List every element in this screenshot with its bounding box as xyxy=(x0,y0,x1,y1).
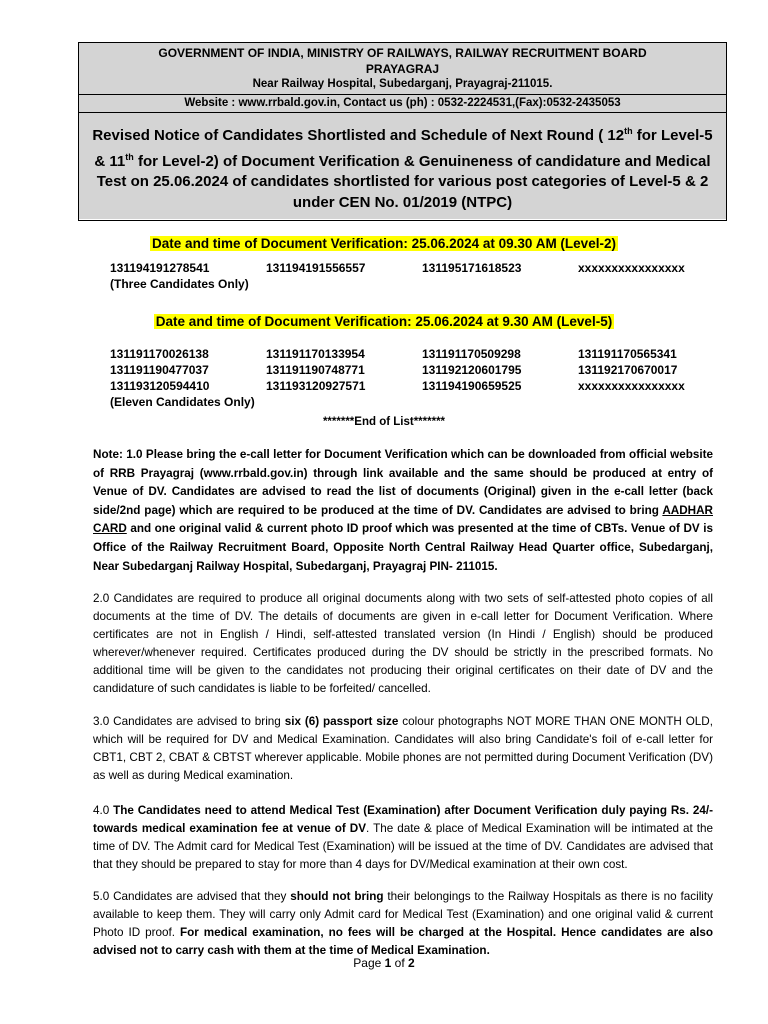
roll-number: 131191190748771 xyxy=(266,363,365,377)
roll-number: 131191170133954 xyxy=(266,347,365,361)
roll-number: 131192120601795 xyxy=(422,363,522,377)
roll-number: 131191170565341 xyxy=(578,347,677,361)
level2-roll-row xyxy=(110,260,708,276)
roll-number: 131194191278541 xyxy=(110,261,210,275)
contact-line: Website : www.rrbald.gov.in, Contact us (ph) : 0532-2224531,(Fax):0532-2435053 xyxy=(79,95,726,114)
page-number: Page 1 of 2 xyxy=(353,956,415,970)
note-2: 2.0 Candidates are required to produce all original documents along with two sets of self-attested photo copies of all documents at the time of DV. The details of documents are given in e-call letter for Document Verification. Where certificates are not in English / Hindi, self-attested translated version (In Hindi / English) should be produced wherever/whenever required. Certificates produced during the DV should be strictly in the prescribed formats. No additional time will be given to the candidates not producing their original certificates on their date of DV and the candidature of such candidates is liable to be forfeited/ cancelled. xyxy=(93,592,713,695)
level5-roll-row xyxy=(110,346,708,362)
level5-roll-grid xyxy=(110,346,708,410)
roll-number: 131191190477037 xyxy=(110,363,209,377)
roll-number: xxxxxxxxxxxxxxxx xyxy=(578,379,685,393)
level2-heading: Date and time of Document Verification: 25.06.2024 at 09.30 AM (Level-2) xyxy=(152,236,616,251)
note-1: Note: 1.0 Please bring the e-call letter for Document Verification which can be downloaded from official website of RRB Prayagraj (www.rrbald.gov.in) through link available and the same should be produced at entry of Venue of DV. Candidates are advised to read the list of documents (Original) given in the e-call letter (back side/2nd page) which are required to be produced at the time of DV. Candidates are advised to bring AADHAR CARD and one original valid & current photo ID proof which was presented at the time of CBTs. Venue of DV is Office of the Railway Recruitment Board, Opposite North Central Railway Head Quarter office, Subedarganj, Near Subedarganj Railway Hospital, Subedarganj, Prayagraj PIN- 211015. xyxy=(93,448,713,573)
level5-heading-wrap xyxy=(0,313,768,331)
notice-title: Revised Notice of Candidates Shortlisted and Schedule of Next Round ( 12th for Level-5 & 11th for Level-2) of Document Verification & Genuineness of candidature and Medical Test on 25.06.2024 of candidates shortlisted for various post categories of Level-5 & 2 under CEN No. 01/2019 (NTPC) xyxy=(79,113,726,219)
roll-number: 131193120594410 xyxy=(110,379,210,393)
letterhead-box xyxy=(78,42,727,221)
note-4: 4.0 The Candidates need to attend Medical Test (Examination) after Document Verification duly paying Rs. 24/- towards medical examination fee at venue of DV. The date & place of Medical Examination will be intimated at the time of DV. The Admit card for Medical Test (Examination) will be issued at the time of DV. Candidates are advised that that they should be prepared to stay for more than 4 days for DV/Medical examination at their own cost. xyxy=(93,804,713,871)
level2-heading-wrap xyxy=(0,235,768,253)
level5-roll-row xyxy=(110,378,708,394)
org-block xyxy=(79,43,726,95)
level5-roll-row xyxy=(110,362,708,378)
level2-roll-grid xyxy=(110,260,708,292)
org-address: Near Railway Hospital, Subedarganj, Prayagraj-211015. xyxy=(252,78,553,90)
roll-number: 131191170509298 xyxy=(422,347,521,361)
note-3: 3.0 Candidates are advised to bring six (6) passport size colour photographs NOT MORE THAN ONE MONTH OLD, which will be required for DV and Medical Examination. Candidates will also bring Candidate's foil of e-call letter for CBT1, CBT 2, CBAT & CBTST wherever applicable. Mobile phones are not permitted during Document Verification (DV) as well as during Medical examination. xyxy=(93,715,713,782)
roll-number: 131194190659525 xyxy=(422,379,522,393)
roll-number: 131195171618523 xyxy=(422,261,522,275)
level2-candidate-count: (Three Candidates Only) xyxy=(110,277,249,291)
roll-number: 131194191556557 xyxy=(266,261,366,275)
roll-number: 131191170026138 xyxy=(110,347,209,361)
note-5: 5.0 Candidates are advised that they should not bring their belongings to the Railway Hospitals as there is no facility available to keep them. They will carry only Admit card for Medical Test (Examination) and one original valid & current Photo ID proof. For medical examination, no fees will be charged at the Hospital. Hence candidates are also advised not to carry cash with them at the time of Medical Examination. xyxy=(93,890,713,957)
roll-number: 131193120927571 xyxy=(266,379,366,393)
end-of-list: *******End of List******* xyxy=(322,416,446,428)
org-line1: GOVERNMENT OF INDIA, MINISTRY OF RAILWAYS, RAILWAY RECRUITMENT BOARD xyxy=(158,46,647,60)
roll-number: 131192170670017 xyxy=(578,363,678,377)
org-line2: PRAYAGRAJ xyxy=(365,61,440,76)
level5-candidate-count: (Eleven Candidates Only) xyxy=(110,395,255,409)
roll-number: xxxxxxxxxxxxxxxx xyxy=(578,261,685,275)
level5-heading: Date and time of Document Verification: 25.06.2024 at 9.30 AM (Level-5) xyxy=(155,314,613,329)
